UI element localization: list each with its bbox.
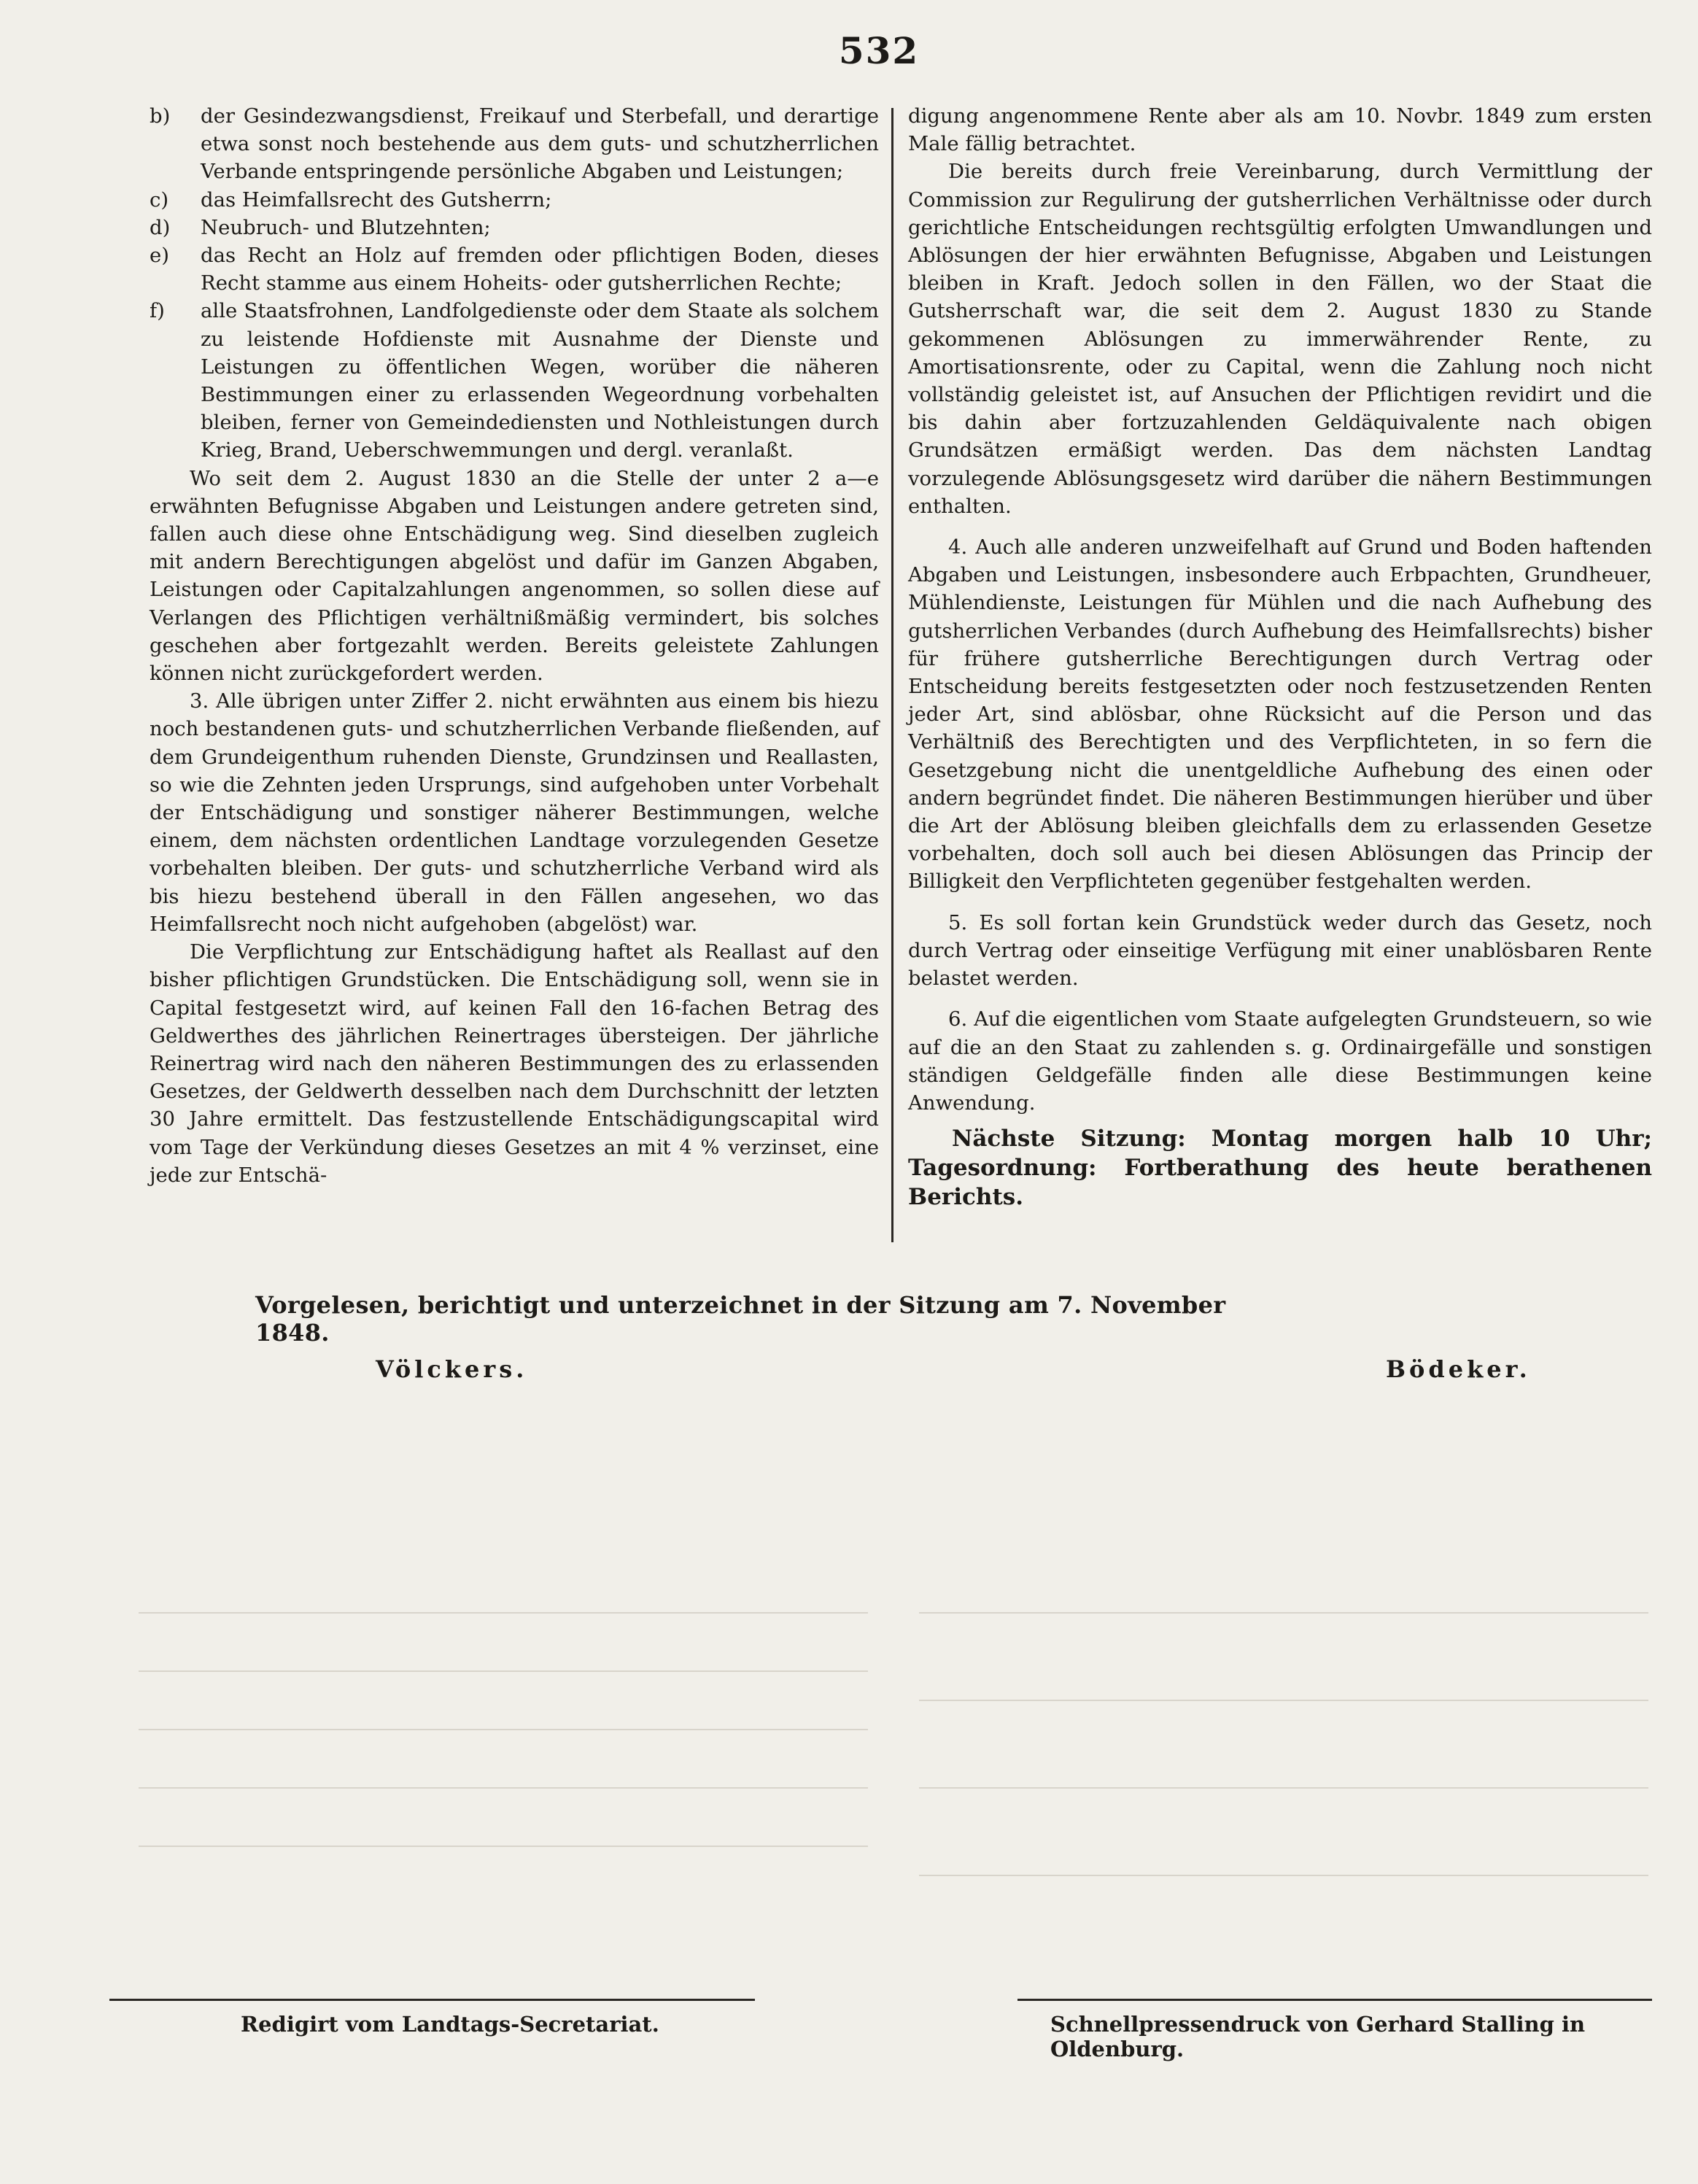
footer-rule-right (1017, 1999, 1652, 2001)
bleed-through-mark (139, 1729, 868, 1730)
paragraph-since-1830: Wo seit dem 2. August 1830 an die Stelle der unter 2 a—e erwähnten Befugnisse Abgaben und Leistungen andere getreten sind, fallen auch diese ohne Entschädigung weg. Sind dieselben zugleich mit andern Berechtigungen abgelöst und dafür im Ganzen Abgaben, Leistungen oder Capitalzahlungen angenommen, so sollen diese auf Verlangen des Pflichtigen verhältnißmäßig vermindert, bis solches geschehen aber fortgezahlt werden. Bereits geleistete Zahlungen können nicht zurückgefordert werden. (150, 466, 879, 686)
bleed-through-mark (139, 1670, 868, 1672)
bleed-through-mark (139, 1612, 868, 1614)
list-item-label: e) (150, 244, 170, 268)
bleed-through-mark (139, 1787, 868, 1789)
footer-printer: Schnellpressendruck von Gerhard Stalling in Oldenburg. (1050, 2012, 1586, 2061)
next-session-notice: Nächste Sitzung: Montag morgen halb 10 Uhr; Tagesordnung: Fortberathung des heute berathenen Berichts. (908, 1126, 1652, 1211)
bleed-through-mark (919, 1612, 1648, 1614)
footer-rule-left (109, 1999, 755, 2001)
list-item-text: alle Staatsfrohnen, Landfolgedienste oder dem Staate als solchem zu leistende Hofdienste mit Ausnahme der Dienste und Leistungen zu öffentlichen Wegen, worüber die näheren Bestimmungen einer zu erlassenden Wegeordnung vorbehalten bleiben, ferner von Gemeindediensten und Nothleistungen durch Krieg, Brand, Ueberschwemmungen und dergl. veranlaßt. (201, 299, 879, 462)
paragraph-section-6: 6. Auf die eigentlichen vom Staate aufgelegten Grundsteuern, so wie auf die an den Staat zu zahlenden s. g. Ordinairgefälle und sonstigen ständigen Geldgefälle finden alle diese Bestimmungen keine Anwendung. (908, 1007, 1652, 1115)
list-item-text: das Heimfallsrecht des Gutsherrn; (201, 187, 552, 212)
paragraph-section-4: 4. Auch alle anderen unzweifelhaft auf Grund und Boden haftenden Abgaben und Leistungen, insbesondere auch Erbpachten, Grundheuer, Mühlendienste, Leistungen für Mühlen und die nach Aufhebung des gutsherrlichen Verbandes (durch Aufhebung des Heimfallsrechts) bisher für frühere gutsherrliche Berechtigungen durch Vertrag oder Entscheidung bereits festgesetzten oder noch festzusetzenden Renten jeder Art, sind ablösbar, ohne Rücksicht auf die Person und das Verhältniß des Berechtigten und des Verpflichteten, in so fern die Gesetzgebung nicht die unentgeldliche Aufhebung des einen oder andern begründet findet. Die näheren Bestimmungen hierüber und über die Art der Ablösung bleiben gleichfalls dem zu erlassenden Gesetze vorbehalten, doch soll auch bei diesen Ablösungen das Princip der Billigkeit den Verpflichteten gegenüber festgehalten werden. (908, 535, 1652, 894)
list-item (150, 186, 879, 214)
column-divider (891, 108, 893, 1242)
right-column (908, 102, 1652, 1212)
bleed-through-mark (919, 1875, 1648, 1876)
list-item (150, 102, 879, 186)
list-item-label: c) (150, 187, 169, 212)
list-item-label: d) (150, 215, 171, 239)
attestation-line: Vorgelesen, berichtigt und unterzeichnet in der Sitzung am 7. November 1848. (255, 1291, 1226, 1347)
list-item-label: b) (150, 104, 171, 128)
footer-editor: Redigirt vom Landtags-Secretariat. (241, 2012, 659, 2037)
list-item-text: Neubruch- und Blutzehnten; (201, 215, 491, 239)
list-item (150, 297, 879, 464)
bleed-through-mark (139, 1846, 868, 1847)
signature-right: Bödeker. (1386, 1355, 1531, 1383)
list-item-text: der Gesindezwangsdienst, Freikauf und Sterbefall, und derartige etwa sonst noch bestehende aus dem guts- und schutzherrlichen Verbande entspringende persönliche Abgaben und Leistungen; (201, 104, 879, 184)
paragraph-section-5: 5. Es soll fortan kein Grundstück weder durch das Gesetz, noch durch Vertrag oder einseitige Verfügung mit einer unablösbaren Rente belastet werden. (908, 910, 1652, 991)
paragraph-section-3: 3. Alle übrigen unter Ziffer 2. nicht erwähnten aus einem bis hiezu noch bestandenen guts- und schutzherrlichen Verbande fließenden, auf dem Grundeigenthum ruhenden Dienste, Grundzinsen und Reallasten, so wie die Zehnten jeden Ursprungs, sind aufgehoben unter Vorbehalt der Entschädigung und sonstiger näherer Bestimmungen, welche einem, dem nächsten ordentlichen Landtage vorzulegenden Gesetze vorbehalten bleiben. Der guts- und schutzherrliche Verband wird als bis hiezu bestehend überall in den Fällen angesehen, wo das Heimfallsrecht noch nicht aufgehoben (abgelöst) war. (150, 689, 879, 936)
list-item-text: das Recht an Holz auf fremden oder pflichtigen Boden, dieses Recht stamme aus einem Hoheits- oder gutsherrlichen Rechte; (201, 244, 879, 295)
bleed-through-mark (919, 1787, 1648, 1789)
paragraph-obligation: Die Verpflichtung zur Entschädigung haftet als Reallast auf den bisher pflichtigen Grundstücken. Die Entschädigung soll, wenn sie in Capital festgesetzt wird, auf keinen Fall den 16-fachen Betrag des Geldwerthes des jährlichen Reinertrages übersteigen. Der jährliche Reinertrag wird nach den näheren Bestimmungen des zu erlassenden Gesetzes, der Geldwerth desselben nach dem Durchschnitt der letzten 30 Jahre ermittelt. Das festzustellende Entschädigungscapital wird vom Tage der Verkündung dieses Gesetzes an mit 4 % verzinset, eine jede zur Entschä- (150, 940, 879, 1187)
list-item-label: f) (150, 299, 165, 323)
paragraph-agreements: Die bereits durch freie Vereinbarung, durch Vermittlung der Commission zur Regulirung der gutsherrlichen Verhältnisse oder durch gerichtliche Entscheidungen rechtsgültig erfolgten Umwandlungen und Ablösungen der hier erwähnten Befugnisse, Abgaben und Leistungen bleiben in Kraft. Jedoch sollen in den Fällen, wo der Staat die Gutsherrschaft war, die seit dem 2. August 1830 zu Stande gekommenen Ablösungen zu immerwährender Rente, zu Amortisationsrente, oder zu Capital, wenn die Zahlung noch nicht vollständig geleistet ist, auf Ansuchen der Pflichtigen revidirt und die bis dahin aber fortzuzahlenden Geldäquivalente nach obigen Grundsätzen ermäßigt werden. Das dem nächsten Landtag vorzulegende Ablösungsgesetz wird darüber die nähern Bestimmungen enthalten. (908, 160, 1652, 518)
bleed-through-mark (919, 1700, 1648, 1701)
paragraph-continuation: digung angenommene Rente aber als am 10. Novbr. 1849 zum ersten Male fällig betrachtet. (908, 104, 1652, 156)
signature-left: Völckers. (376, 1355, 528, 1383)
page-number: 532 (838, 29, 920, 72)
left-column (150, 102, 879, 1189)
list-item (150, 241, 879, 297)
list-item (150, 214, 879, 241)
